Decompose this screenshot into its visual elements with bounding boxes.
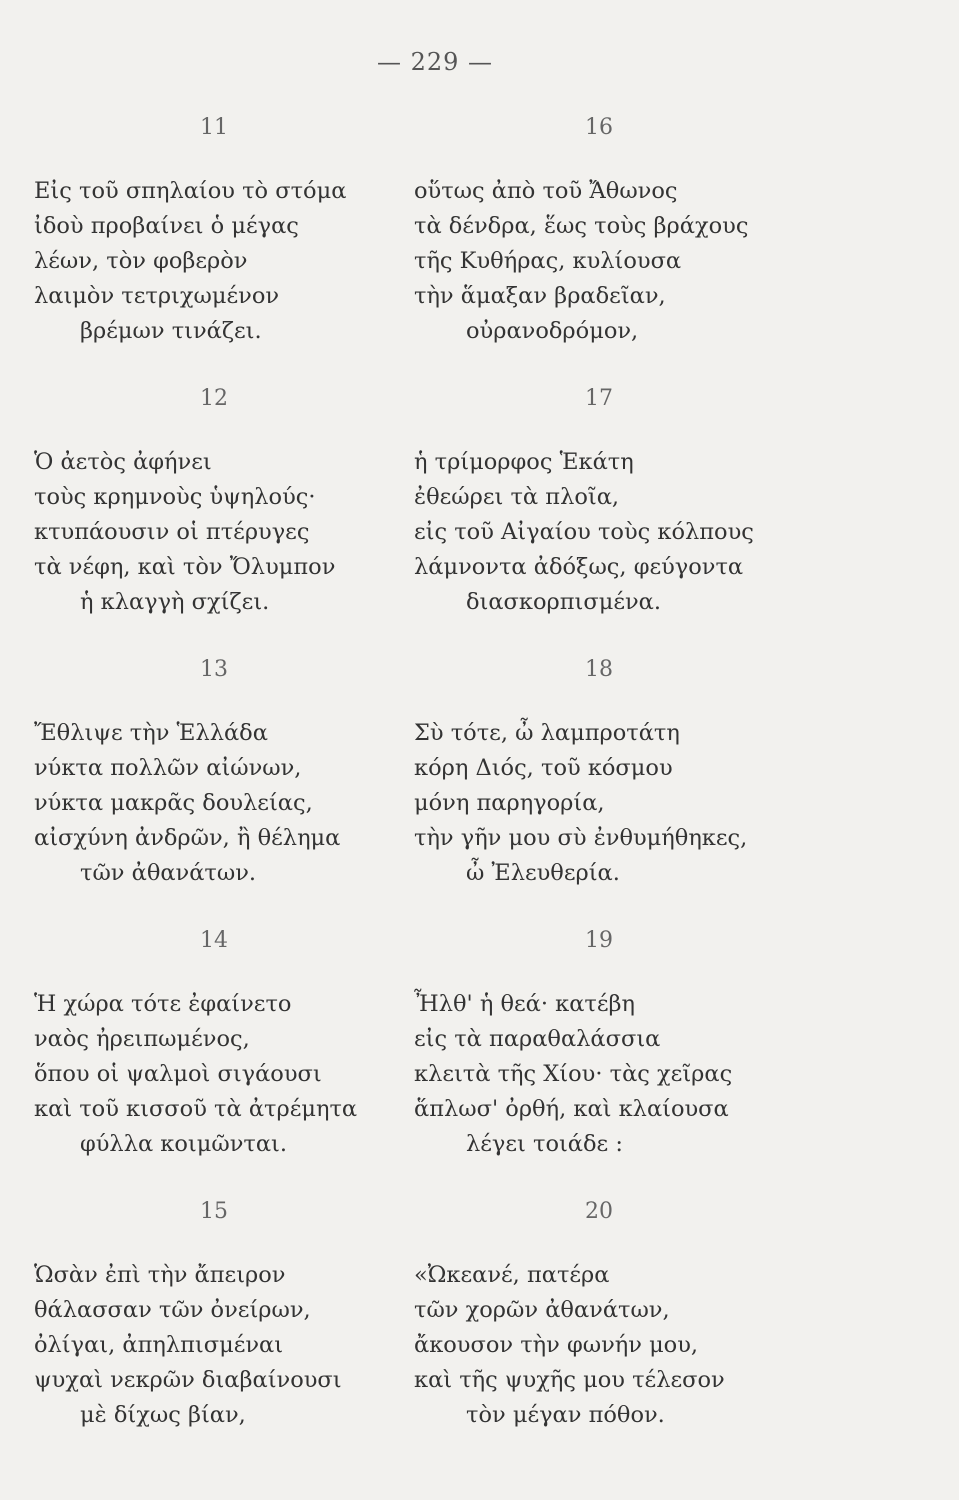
verse-line: ὅπου οἱ ψαλμοὶ σιγάουσι xyxy=(34,1061,322,1087)
verse-line: ἡ κλαγγὴ σχίζει. xyxy=(80,589,270,615)
verse-line: ὦ Ἐλευθερία. xyxy=(466,860,620,886)
verse-line: νύκτα μακρᾶς δουλείας, xyxy=(34,790,313,816)
verse-line: ἐθεώρει τὰ πλοῖα, xyxy=(414,484,620,510)
verse-line: οὕτως ἀπὸ τοῦ Ἄθωνος xyxy=(414,178,678,204)
stanza-14 xyxy=(34,925,454,1196)
stanza-lines xyxy=(34,445,454,620)
verse-line: Ἔθλιψε τὴν Ἑλλάδα xyxy=(34,720,268,746)
verse-line: Σὺ τότε, ὦ λαμπροτάτη xyxy=(414,720,680,746)
stanza-19 xyxy=(414,925,834,1196)
stanza-18 xyxy=(414,654,834,925)
verse-line: οὐρανοδρόμον, xyxy=(466,318,639,344)
verse-line: ἡ τρίμορφος Ἑκάτη xyxy=(414,449,634,475)
verse-line: τῆς Κυθήρας, κυλίουσα xyxy=(414,248,682,274)
left-column xyxy=(34,112,454,1467)
stanza-lines xyxy=(414,987,834,1162)
verse-line: βρέμων τινάζει. xyxy=(80,318,262,344)
stanza-number: 19 xyxy=(585,928,613,953)
verse-line: τὰ νέφη, καὶ τὸν Ὄλυμπον xyxy=(34,554,336,580)
stanza-11 xyxy=(34,112,454,383)
verse-line: τὴν ἅμαξαν βραδεῖαν, xyxy=(414,283,666,309)
verse-line: λέγει τοιάδε : xyxy=(466,1131,623,1157)
verse-line: εἰς τοῦ Αἰγαίου τοὺς κόλπους xyxy=(414,519,754,545)
stanza-lines xyxy=(34,174,454,349)
verse-line: τῶν ἀθανάτων. xyxy=(80,860,257,886)
verse-line: τὴν γῆν μου σὺ ἐνθυμήθηκες, xyxy=(414,825,748,851)
verse-line: εἰς τὰ παραθαλάσσια xyxy=(414,1026,661,1052)
verse-line: ναὸς ἠρειπωμένος, xyxy=(34,1026,250,1052)
verse-line: ἰδοὺ προβαίνει ὁ μέγας xyxy=(34,213,299,239)
verse-line: ἅπλωσ' ὀρθή, καὶ κλαίουσα xyxy=(414,1096,729,1122)
verse-line: αἰσχύνη ἀνδρῶν, ἢ θέλημα xyxy=(34,825,341,851)
stanza-lines xyxy=(34,987,454,1162)
verse-line: ψυχαὶ νεκρῶν διαβαίνουσι xyxy=(34,1367,342,1393)
stanza-number: 15 xyxy=(200,1199,228,1224)
verse-line: καὶ τῆς ψυχῆς μου τέλεσον xyxy=(414,1367,725,1393)
verse-line: κλειτὰ τῆς Χίου· τὰς χεῖρας xyxy=(414,1061,733,1087)
verse-line: Ἦλθ' ἡ θεά· κατέβη xyxy=(414,991,636,1017)
stanza-20 xyxy=(414,1196,834,1467)
stanza-13 xyxy=(34,654,454,925)
stanza-number: 12 xyxy=(200,386,228,411)
verse-line: μόνη παρηγορία, xyxy=(414,790,605,816)
stanza-number: 20 xyxy=(585,1199,613,1224)
verse-line: μὲ δίχως βίαν, xyxy=(80,1402,246,1428)
verse-line: τὰ δένδρα, ἕως τοὺς βράχους xyxy=(414,213,749,239)
stanza-number: 17 xyxy=(585,386,613,411)
stanza-number: 16 xyxy=(585,115,613,140)
stanza-lines xyxy=(34,716,454,891)
stanza-lines xyxy=(414,174,834,349)
verse-line: ὀλίγαι, ἀπηλπισμέναι xyxy=(34,1332,284,1358)
stanza-15 xyxy=(34,1196,454,1467)
verse-line: φύλλα κοιμῶνται. xyxy=(80,1131,287,1157)
verse-line: κόρη Διός, τοῦ κόσμου xyxy=(414,755,673,781)
verse-line: ἄκουσον τὴν φωνήν μου, xyxy=(414,1332,699,1358)
stanza-lines xyxy=(414,445,834,620)
stanza-16 xyxy=(414,112,834,383)
stanza-lines xyxy=(34,1258,454,1433)
verse-line: λαιμὸν τετριχωμένον xyxy=(34,283,280,309)
stanza-number: 18 xyxy=(585,657,613,682)
verse-line: Ὁ ἀετὸς ἀφήνει xyxy=(34,449,212,475)
verse-line: νύκτα πολλῶν αἰώνων, xyxy=(34,755,302,781)
stanza-17 xyxy=(414,383,834,654)
stanza-number: 13 xyxy=(200,657,228,682)
verse-line: καὶ τοῦ κισσοῦ τὰ ἀτρέμητα xyxy=(34,1096,358,1122)
verse-line: κτυπάουσιν οἱ πτέρυγες xyxy=(34,519,310,545)
verse-line: τοὺς κρημνοὺς ὑψηλούς· xyxy=(34,484,316,510)
stanza-lines xyxy=(414,716,834,891)
right-column xyxy=(414,112,834,1467)
verse-line: Ὡσὰν ἐπὶ τὴν ἄπειρον xyxy=(34,1262,286,1288)
verse-line: τῶν χορῶν ἀθανάτων, xyxy=(414,1297,670,1323)
verse-line: λέων, τὸν φοβερὸν xyxy=(34,248,248,274)
verse-line: «Ὠκεανέ, πατέρα xyxy=(414,1262,610,1288)
verse-line: τὸν μέγαν πόθον. xyxy=(466,1402,665,1428)
verse-line: θάλασσαν τῶν ὀνείρων, xyxy=(34,1297,311,1323)
verse-line: διασκορπισμένα. xyxy=(466,589,662,615)
verse-line: λάμνοντα ἀδόξως, φεύγοντα xyxy=(414,554,744,580)
stanza-number: 11 xyxy=(200,115,228,140)
verse-line: Ἡ χώρα τότε ἐφαίνετο xyxy=(34,991,292,1017)
stanza-12 xyxy=(34,383,454,654)
stanza-lines xyxy=(414,1258,834,1433)
stanza-number: 14 xyxy=(200,928,228,953)
page-number: — 229 — xyxy=(376,48,494,76)
verse-line: Εἰς τοῦ σπηλαίου τὸ στόμα xyxy=(34,178,347,204)
